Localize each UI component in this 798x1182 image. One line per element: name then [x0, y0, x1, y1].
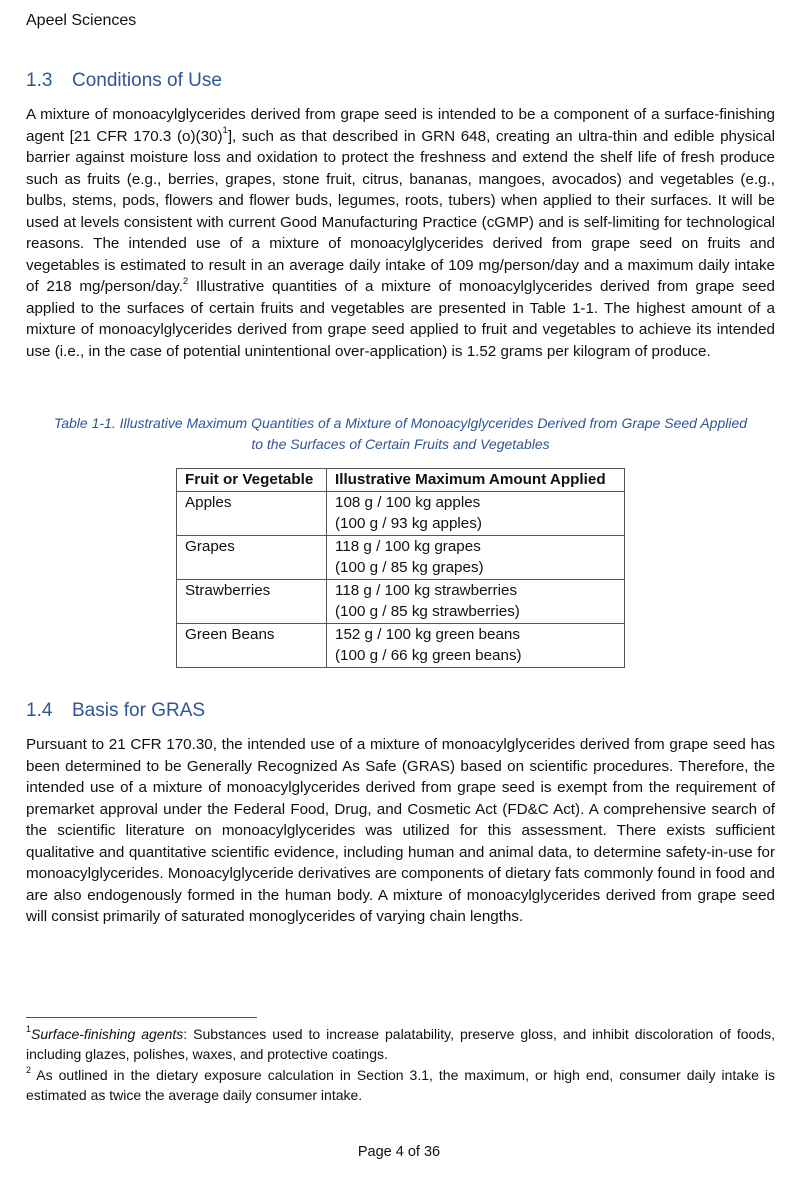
table-row	[177, 579, 625, 623]
footnote-ref-2[interactable]: 2	[182, 276, 189, 288]
section-title: Basis for GRAS	[72, 700, 206, 721]
cell-line: (100 g / 93 kg apples)	[335, 515, 482, 532]
table-cell	[327, 535, 625, 579]
cell-line: (100 g / 66 kg green beans)	[335, 647, 522, 664]
column-header: Fruit or Vegetable	[177, 469, 327, 492]
footnote-separator	[26, 1017, 257, 1018]
cell-line: 118 g / 100 kg strawberries	[335, 581, 518, 599]
paragraph-text: ], such as that described in GRN 648, creating an ultra-thin and edible physical barrier against moisture loss and oxidation to protect the freshness and extend the shelf life of fresh produce such as fruits (e.g., berries, grapes, stone fruit, citrus, bananas, mangoes, avocados) and vegetables (e.g., bulbs, stems, pods, flowers and flower buds, legumes, roots, tubers) when applied to their surfaces. It will be used at levels consistent with current Good Manufacturing Practice (cGMP) and is self-limiting for technological reasons. The intended use of a mixture of monoacylglycerides derived from grape seed on fruits and vegetables is estimated to result in an average daily intake of 109 mg/person/day and a maximum daily intake of 218 mg/person/day.	[26, 127, 775, 296]
footnote-text: As outlined in the dietary exposure calculation in Section 3.1, the maximum, or high end, consumer daily intake is estimated as twice the average daily consumer intake.	[26, 1066, 775, 1103]
footnote-mark: 2	[26, 1064, 32, 1075]
table-cell: Strawberries	[177, 579, 327, 623]
footnotes	[26, 1024, 775, 1105]
table-row	[177, 535, 625, 579]
section-heading-1-4	[26, 699, 205, 723]
conditions-of-use-paragraph	[26, 104, 775, 363]
basis-for-gras-paragraph: Pursuant to 21 CFR 170.30, the intended use of a mixture of monoacylglycerides derived from grape seed has been determined to be Generally Recognized As Safe (GRAS) based on scientific procedures. Therefore, the intended use of a mixture of monoacylglycerides derived from grape seed is exempt from the requirement of premarket approval under the Federal Food, Drug, and Cosmetic Act (FD&C Act). A comprehensive search of the scientific literature on monoacylglycerides was utilized for this assessment. There exists sufficient qualitative and quantitative scientific evidence, including human and animal data, to determine safety-in-use for monoacylglycerides. Monoacylglyceride derivatives are components of dietary fats commonly found in food and are also endogenously formed in the human body. A mixture of monoacylglycerides derived from grape seed will consist primarily of saturated monoglycerides of varying chain lengths.	[26, 736, 775, 926]
table-cell: Apples	[177, 491, 327, 535]
cell-line: (100 g / 85 kg strawberries)	[335, 603, 520, 620]
table-cell	[327, 491, 625, 535]
cell-line: 108 g / 100 kg apples	[335, 493, 481, 511]
table-cell: Green Beans	[177, 623, 327, 667]
section-number: 1.3	[26, 70, 53, 91]
cell-line: 118 g / 100 kg grapes	[335, 537, 481, 555]
footnote-1	[26, 1024, 775, 1065]
quantities-table	[176, 468, 625, 668]
footnote-2	[26, 1065, 775, 1106]
cell-line: 152 g / 100 kg green beans	[335, 625, 520, 643]
section-heading-1-3	[26, 69, 222, 93]
table-cell	[327, 623, 625, 667]
caption-line: to the Surfaces of Certain Fruits and Vegetables	[251, 435, 550, 452]
footnote-mark: 1	[26, 1024, 32, 1035]
paragraph-text: Illustrative quantities of a mixture of monoacylglycerides derived from grape seed applied to the surfaces of certain fruits and vegetables are presented in Table 1-1. The highest amount of a mixture of monoacylglycerides derived from grape seed applied to fruit and vegetables to achieve its intended use (i.e., in the case of potential unintentional over-application) is 1.52 grams per kilogram of produce.	[26, 278, 775, 361]
footnote-text: : Substances used to increase palatability, preserve gloss, and inhibit discoloration of foods, including glazes, polishes, waxes, and protective coatings.	[26, 1026, 775, 1063]
section-number: 1.4	[26, 700, 53, 721]
section-title: Conditions of Use	[72, 70, 222, 91]
paragraph-text: A mixture of monoacylglycerides derived from grape seed is intended to be a component of a surface-finishing agent [21 CFR 170.3 (o)(30)	[26, 106, 775, 145]
cell-line: (100 g / 85 kg grapes)	[335, 559, 484, 576]
table-header-row	[177, 469, 625, 492]
footnote-term: Surface-finishing agents	[31, 1026, 184, 1042]
running-header: Apeel Sciences	[26, 12, 137, 29]
column-header: Illustrative Maximum Amount Applied	[327, 469, 625, 492]
page-number: Page 4 of 36	[357, 1144, 441, 1160]
caption-line: Table 1-1. Illustrative Maximum Quantities of a Mixture of Monoacylglycerides Derived from Grape Seed Applied	[53, 415, 748, 431]
table-row	[177, 623, 625, 667]
footnote-ref-1[interactable]: 1	[222, 125, 228, 137]
table-caption	[26, 413, 775, 454]
table-cell	[327, 579, 625, 623]
table-cell: Grapes	[177, 535, 327, 579]
table-row	[177, 491, 625, 535]
